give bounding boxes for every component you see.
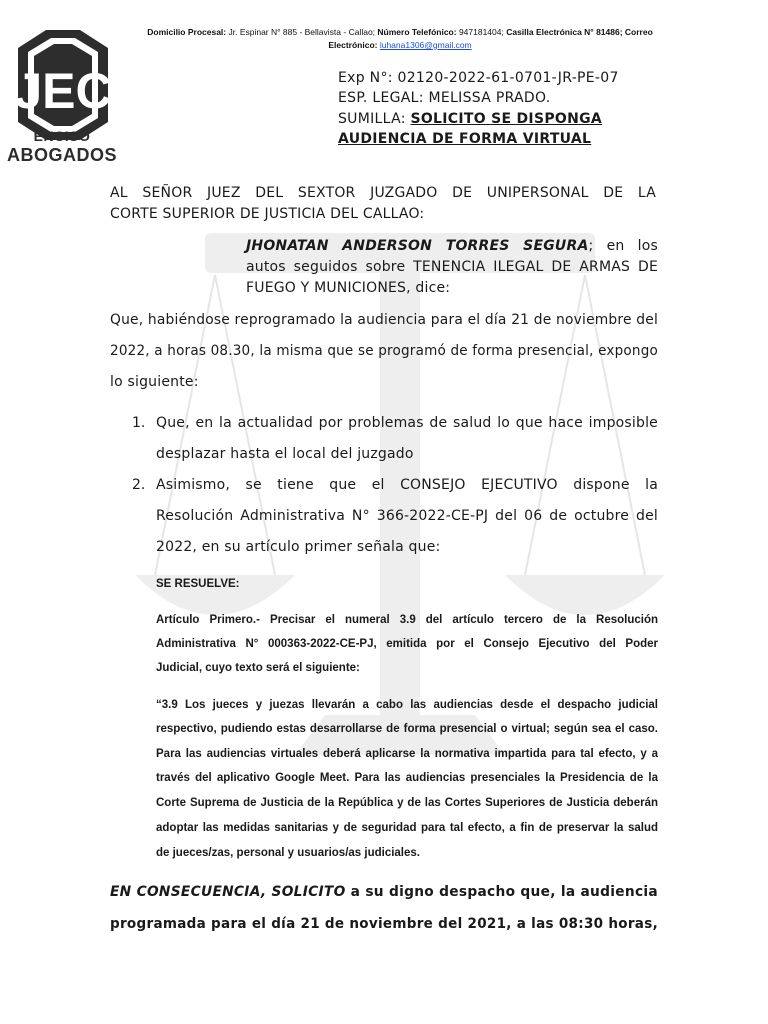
svg-text:JEC: JEC bbox=[14, 63, 112, 119]
header-address-line: Domicilio Procesal: Jr. Espinar N° 885 - Bellavista - Callao; Número Telefónico: 947181404; Casilla Electrónica N° 81486; Correo bbox=[147, 27, 653, 37]
intro-line-3: FUEGO Y MUNICIONES, dice: bbox=[246, 280, 451, 296]
quote-heading: SE RESUELVE: bbox=[156, 578, 240, 590]
list-item-2-line-2: Resolución Administrativa N° 366-2022-CE-PJ del 06 de octubre del bbox=[156, 508, 658, 524]
body-line-3: lo siguiente: bbox=[110, 374, 199, 390]
scales-of-justice-watermark bbox=[95, 215, 695, 775]
quote-body-line-5: Corte Suprema de Justicia de la República y de las Cortes Superiores de Justicia deberán bbox=[156, 797, 658, 809]
quote-body-line-2: respectivo, pudiendo estas desarrollarse de forma presencial o virtual; según sea el caso. bbox=[156, 723, 658, 735]
sumilla-line-2: AUDIENCIA DE FORMA VIRTUAL bbox=[338, 131, 592, 147]
list-number-2: 2. bbox=[132, 477, 146, 493]
intro-line-2: autos seguidos sobre TENENCIA ILEGAL DE ARMAS DE bbox=[246, 259, 658, 275]
quote-body-line-6: adoptar las medidas sanitarias y de seguridad para tal efecto, a fin de preservar la salud bbox=[156, 822, 658, 834]
quote-body-line-1: “3.9 Los jueces y juezas llevarán a cabo las audiencias desde el despacho judicial bbox=[156, 699, 658, 711]
closing-line-1: EN CONSECUENCIA, SOLICITO a su digno despacho que, la audiencia bbox=[110, 884, 658, 900]
list-item-1-line-2: desplazar hasta el local del juzgado bbox=[156, 446, 414, 462]
list-item-1-line-1: Que, en la actualidad por problemas de salud lo que hace imposible bbox=[156, 415, 658, 431]
closing-line-2: programada para el día 21 de noviembre del 2021, a las 08:30 horas, bbox=[110, 916, 658, 932]
header-email-line: Electrónico: luhana1306@gmail.com bbox=[328, 40, 472, 50]
quote-body-line-4: través del aplicativo Google Meet. Para las audiencias presenciales la Presidencia de la bbox=[156, 772, 658, 784]
intro-line-1: JHONATAN ANDERSON TORRES SEGURA; en los bbox=[246, 238, 659, 254]
addressee-line-1: AL SEÑOR JUEZ DEL SEXTOR JUZGADO DE UNIPERSONAL DE LA bbox=[110, 185, 656, 201]
quote-body-line-7: de jueces/zas, personal y usuarios/as judiciales. bbox=[156, 847, 420, 859]
quote-body-line-3: Para las audiencias virtuales deberá aplicarse la normativa impartida para tal efecto, y a bbox=[156, 748, 658, 760]
sumilla-line-1: SUMILLA: SOLICITO SE DISPONGA bbox=[338, 111, 603, 127]
legal-specialist: ESP. LEGAL: MELISSA PRADO. bbox=[338, 90, 551, 106]
body-line-1: Que, habiéndose reprogramado la audiencia para el día 21 de noviembre del bbox=[110, 312, 658, 328]
quote-article-line-1: Artículo Primero.- Precisar el numeral 3.9 del artículo tercero de la Resolución bbox=[156, 614, 658, 626]
logo-text-enciso: ENCISO bbox=[33, 128, 91, 144]
quote-article-line-2: Administrativa N° 000363-2022-CE-PJ, emitida por el Consejo Ejecutivo del Poder bbox=[156, 638, 658, 650]
list-item-2-line-3: 2022, en su artículo primer señala que: bbox=[156, 539, 441, 555]
email-link[interactable]: luhana1306@gmail.com bbox=[379, 40, 472, 50]
list-item-2-line-1: Asimismo, se tiene que el CONSEJO EJECUTIVO dispone la bbox=[156, 477, 658, 493]
case-number: Exp N°: 02120-2022-61-0701-JR-PE-07 bbox=[338, 70, 619, 86]
logo-text-abogados: ABOGADOS bbox=[6, 145, 117, 165]
body-line-2: 2022, a horas 08.30, la misma que se programó de forma presencial, expongo bbox=[110, 343, 658, 359]
quote-article-line-3: Judicial, cuyo texto será el siguiente: bbox=[156, 662, 360, 674]
list-number-1: 1. bbox=[132, 415, 146, 431]
addressee-line-2: CORTE SUPERIOR DE JUSTICIA DEL CALLAO: bbox=[110, 206, 425, 222]
